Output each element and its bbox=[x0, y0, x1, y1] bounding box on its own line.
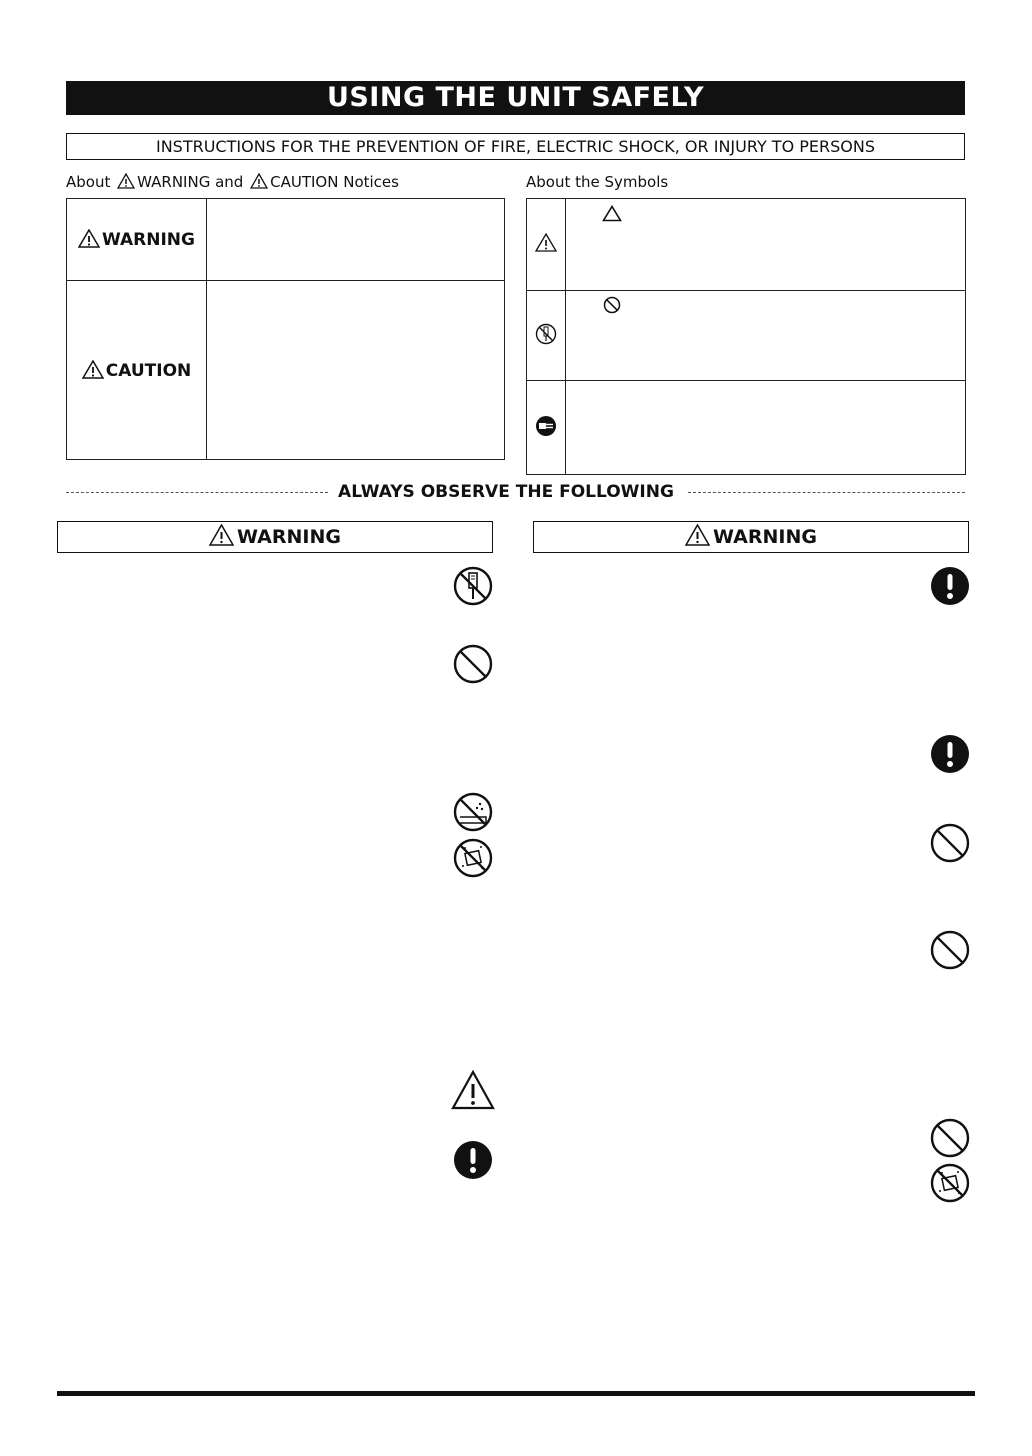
right-warning-header bbox=[533, 521, 969, 553]
notices-label-caution: CAUTION bbox=[270, 173, 339, 191]
notices-label-and: and bbox=[215, 173, 244, 191]
notices-label-warning: WARNING bbox=[137, 173, 211, 191]
caution-notice-description bbox=[207, 281, 505, 460]
prohibited-icon bbox=[930, 823, 970, 863]
small-triangle-icon bbox=[602, 205, 622, 222]
symbol-desc-caution bbox=[566, 199, 966, 291]
warning-notice-description bbox=[207, 199, 505, 281]
notices-label-prefix: About bbox=[66, 173, 111, 191]
page-subtitle: INSTRUCTIONS FOR THE PREVENTION OF FIRE, ELECTRIC SHOCK, OR INJURY TO PERSONS bbox=[66, 133, 965, 160]
symbol-desc-mandatory bbox=[566, 381, 966, 475]
left-warning-header bbox=[57, 521, 493, 553]
prohibited-icon bbox=[930, 930, 970, 970]
notices-label-suffix: Notices bbox=[343, 173, 399, 191]
no-water-icon bbox=[453, 792, 493, 832]
right-warning-text: WARNING bbox=[713, 526, 817, 548]
caution-triangle-icon bbox=[535, 233, 557, 252]
footer-rule bbox=[57, 1391, 975, 1396]
caution-triangle-icon bbox=[209, 524, 234, 546]
do-not-disassemble-icon bbox=[535, 323, 557, 345]
divider-line-right bbox=[688, 492, 965, 493]
caution-triangle-icon bbox=[82, 360, 104, 379]
caution-label-text: CAUTION bbox=[105, 360, 192, 381]
caution-triangle-icon bbox=[685, 524, 710, 546]
symbols-table bbox=[526, 198, 966, 475]
mandatory-action-icon bbox=[930, 734, 970, 774]
no-wet-place-icon bbox=[453, 838, 493, 878]
caution-triangle-icon bbox=[78, 229, 100, 248]
unplug-icon bbox=[535, 415, 557, 437]
small-caution-icon bbox=[117, 173, 135, 189]
symbol-desc-prohibited bbox=[566, 291, 966, 381]
divider-line-left bbox=[66, 492, 328, 493]
always-observe-heading: ALWAYS OBSERVE THE FOLLOWING bbox=[330, 482, 682, 502]
caution-triangle-icon bbox=[451, 1070, 495, 1110]
prohibited-icon bbox=[453, 644, 493, 684]
small-caution-icon bbox=[250, 173, 268, 189]
caution-notice-label bbox=[67, 281, 207, 460]
page-title: USING THE UNIT SAFELY bbox=[66, 81, 965, 115]
mandatory-action-icon bbox=[930, 566, 970, 606]
small-prohibited-icon bbox=[603, 296, 621, 314]
prohibited-icon bbox=[930, 1118, 970, 1158]
symbol-row-mandatory bbox=[527, 381, 566, 475]
notices-section-label bbox=[66, 173, 399, 191]
symbol-row-prohibited bbox=[527, 291, 566, 381]
notices-table bbox=[66, 198, 505, 460]
warning-label-text: WARNING bbox=[102, 230, 195, 250]
symbols-section-label: About the Symbols bbox=[526, 173, 669, 191]
mandatory-action-icon bbox=[453, 1140, 493, 1180]
no-wet-place-icon bbox=[930, 1163, 970, 1203]
left-warning-text: WARNING bbox=[237, 526, 341, 548]
do-not-disassemble-icon bbox=[453, 566, 493, 606]
symbol-row-caution bbox=[527, 199, 566, 291]
warning-notice-label bbox=[67, 199, 207, 281]
